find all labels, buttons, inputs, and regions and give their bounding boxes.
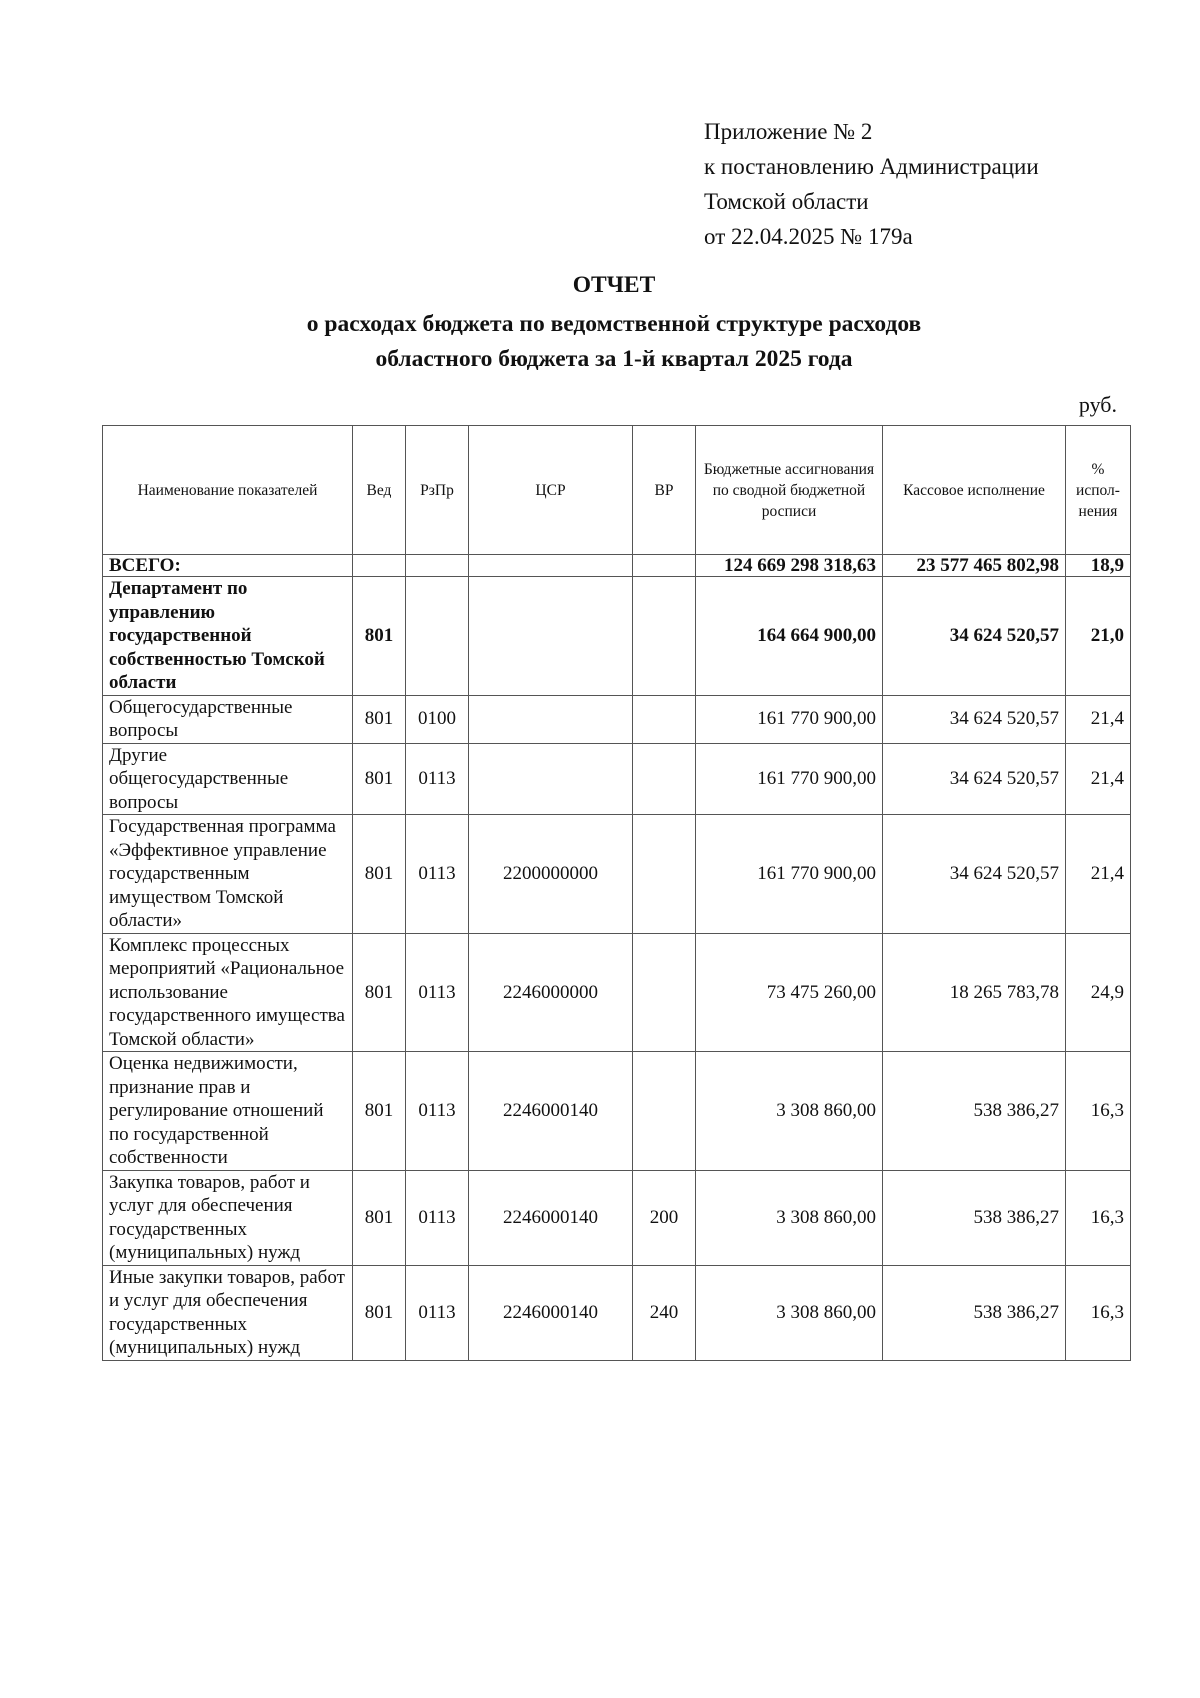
cell-ved: 801 xyxy=(353,933,406,1052)
budget-table xyxy=(102,425,1131,1361)
cell-assigned: 3 308 860,00 xyxy=(696,1170,883,1265)
cell-name: Департамент по управлению государственной собственностью Томской области xyxy=(103,577,353,696)
cell-ved: 801 xyxy=(353,695,406,743)
table-row xyxy=(103,695,1131,743)
cell-vr xyxy=(633,695,696,743)
cell-assigned: 73 475 260,00 xyxy=(696,933,883,1052)
cell-ved: 801 xyxy=(353,743,406,815)
cell-assigned: 161 770 900,00 xyxy=(696,695,883,743)
cell-assigned: 161 770 900,00 xyxy=(696,815,883,934)
cell-percent: 21,4 xyxy=(1066,743,1131,815)
appendix-date: от 22.04.2025 № 179а xyxy=(704,224,913,249)
cell-rzpr: 0113 xyxy=(406,1265,469,1360)
cell-rzpr: 0113 xyxy=(406,1052,469,1171)
appendix-line: Томской области xyxy=(704,189,869,214)
cell-executed: 538 386,27 xyxy=(883,1052,1066,1171)
cell-name: Закупка товаров, работ и услуг для обеспечения государственных (муниципальных) нужд xyxy=(103,1170,353,1265)
cell-rzpr: 0113 xyxy=(406,933,469,1052)
cell-executed: 538 386,27 xyxy=(883,1265,1066,1360)
title-subtitle: о расходах бюджета по ведомственной структуре расходов xyxy=(306,311,922,337)
cell-executed: 23 577 465 802,98 xyxy=(883,555,1066,577)
col-header-percent: % испол-нения xyxy=(1066,426,1131,555)
cell-csr: 2246000140 xyxy=(469,1170,633,1265)
table-row-total xyxy=(103,555,1131,577)
cell-vr xyxy=(633,933,696,1052)
appendix-line: к постановлению Администрации xyxy=(704,154,1039,179)
cell-ved: 801 xyxy=(353,1052,406,1171)
table-row xyxy=(103,577,1131,696)
cell-assigned: 3 308 860,00 xyxy=(696,1265,883,1360)
cell-csr: 2200000000 xyxy=(469,815,633,934)
cell-executed: 538 386,27 xyxy=(883,1170,1066,1265)
title-main: ОТЧЕТ xyxy=(572,272,656,298)
cell-name: Другие общегосударственные вопросы xyxy=(103,743,353,815)
cell-percent: 16,3 xyxy=(1066,1170,1131,1265)
table-row xyxy=(103,1052,1131,1171)
appendix-line: Приложение № 2 xyxy=(704,119,873,144)
cell-name: Общегосударственные вопросы xyxy=(103,695,353,743)
cell-csr xyxy=(469,743,633,815)
cell-percent: 21,4 xyxy=(1066,815,1131,934)
cell-percent: 21,4 xyxy=(1066,695,1131,743)
col-header-vr: ВР xyxy=(633,426,696,555)
cell-csr xyxy=(469,577,633,696)
cell-executed: 34 624 520,57 xyxy=(883,577,1066,696)
cell-csr: 2246000000 xyxy=(469,933,633,1052)
cell-percent: 21,0 xyxy=(1066,577,1131,696)
cell-assigned: 161 770 900,00 xyxy=(696,743,883,815)
cell-rzpr xyxy=(406,555,469,577)
report-title xyxy=(0,268,1200,377)
table-header-row xyxy=(103,426,1131,555)
cell-name: Комплекс процессных мероприятий «Рациональное использование государственного имущества Томской области» xyxy=(103,933,353,1052)
cell-assigned: 124 669 298 318,63 xyxy=(696,555,883,577)
col-header-name: Наименование показателей xyxy=(103,426,353,555)
cell-executed: 34 624 520,57 xyxy=(883,743,1066,815)
title-subtitle: областного бюджета за 1-й квартал 2025 года xyxy=(375,346,853,372)
cell-executed: 34 624 520,57 xyxy=(883,815,1066,934)
cell-executed: 18 265 783,78 xyxy=(883,933,1066,1052)
col-header-ved: Вед xyxy=(353,426,406,555)
cell-name: Оценка недвижимости, признание прав и регулирование отношений по государственной собственности xyxy=(103,1052,353,1171)
cell-name: ВСЕГО: xyxy=(103,555,353,577)
cell-vr xyxy=(633,815,696,934)
appendix-block xyxy=(704,114,1039,254)
col-header-rzpr: РзПр xyxy=(406,426,469,555)
cell-vr xyxy=(633,1052,696,1171)
col-header-assigned: Бюджетные ассигнования по сводной бюджетной росписи xyxy=(696,426,883,555)
cell-ved: 801 xyxy=(353,577,406,696)
cell-assigned: 3 308 860,00 xyxy=(696,1052,883,1171)
cell-csr xyxy=(469,695,633,743)
cell-percent: 16,3 xyxy=(1066,1052,1131,1171)
currency-unit: руб. xyxy=(1078,392,1117,417)
table-row xyxy=(103,933,1131,1052)
cell-csr: 2246000140 xyxy=(469,1052,633,1171)
cell-rzpr: 0113 xyxy=(406,743,469,815)
cell-ved: 801 xyxy=(353,1265,406,1360)
cell-percent: 16,3 xyxy=(1066,1265,1131,1360)
cell-assigned: 164 664 900,00 xyxy=(696,577,883,696)
cell-name: Иные закупки товаров, работ и услуг для обеспечения государственных (муниципальных) нужд xyxy=(103,1265,353,1360)
cell-name: Государственная программа «Эффективное управление государственным имуществом Томской области» xyxy=(103,815,353,934)
cell-vr xyxy=(633,577,696,696)
cell-vr xyxy=(633,743,696,815)
table-row xyxy=(103,743,1131,815)
cell-percent: 24,9 xyxy=(1066,933,1131,1052)
cell-vr: 200 xyxy=(633,1170,696,1265)
col-header-csr: ЦСР xyxy=(469,426,633,555)
col-header-executed: Кассовое исполнение xyxy=(883,426,1066,555)
cell-vr: 240 xyxy=(633,1265,696,1360)
cell-percent: 18,9 xyxy=(1066,555,1131,577)
cell-rzpr: 0100 xyxy=(406,695,469,743)
cell-csr xyxy=(469,555,633,577)
table-row xyxy=(103,1170,1131,1265)
cell-ved: 801 xyxy=(353,1170,406,1265)
table-row xyxy=(103,1265,1131,1360)
cell-ved: 801 xyxy=(353,815,406,934)
cell-csr: 2246000140 xyxy=(469,1265,633,1360)
table-row xyxy=(103,815,1131,934)
cell-ved xyxy=(353,555,406,577)
cell-vr xyxy=(633,555,696,577)
cell-rzpr: 0113 xyxy=(406,815,469,934)
cell-rzpr: 0113 xyxy=(406,1170,469,1265)
cell-rzpr xyxy=(406,577,469,696)
cell-executed: 34 624 520,57 xyxy=(883,695,1066,743)
